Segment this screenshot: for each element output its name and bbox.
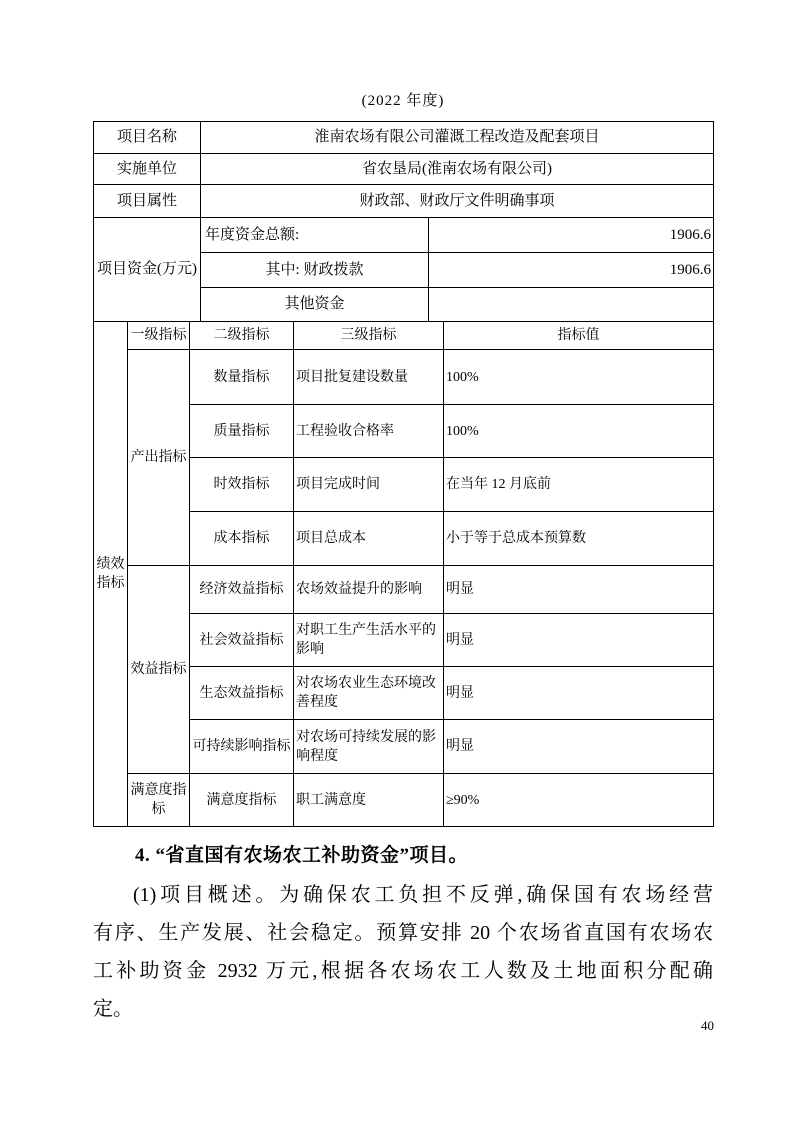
funding-fiscal-value: 1906.6 — [429, 253, 714, 288]
value-cell: ≥90% — [444, 774, 714, 827]
value-cell: 明显 — [444, 566, 714, 614]
header-value: 指标值 — [444, 322, 714, 350]
level3-cell: 农场效益提升的影响 — [294, 566, 444, 614]
paragraph-line: 工补助资金 2932 万元,根据各农场农工人数及土地面积分配确 — [93, 960, 713, 982]
level3-cell: 工程验收合格率 — [294, 405, 444, 458]
project-attribute-row — [94, 185, 714, 218]
project-name-value: 淮南农场有限公司灌溉工程改造及配套项目 — [201, 122, 714, 154]
value-cell: 明显 — [444, 667, 714, 720]
performance-indicator-table — [93, 321, 714, 827]
indicator-row-quantity — [94, 350, 714, 405]
header-level1: 一级指标 — [128, 322, 190, 350]
paragraph-line: (1)项目概述。为确保农工负担不反弹,确保国有农场经营 — [133, 884, 713, 906]
project-name-label: 项目名称 — [94, 122, 201, 154]
page-content — [93, 0, 713, 1028]
funding-other-value — [429, 288, 714, 322]
header-level2: 二级指标 — [190, 322, 294, 350]
level1-benefit: 效益指标 — [128, 566, 190, 774]
level3-cell: 对农场可持续发展的影响程度 — [294, 720, 444, 774]
funding-total-label: 年度资金总额: — [201, 218, 429, 253]
level2-cell: 成本指标 — [190, 512, 294, 566]
value-cell: 在当年 12 月底前 — [444, 458, 714, 512]
doc-year-subtitle: (2022 年度) — [361, 93, 445, 109]
value-cell: 100% — [444, 350, 714, 405]
project-attribute-label: 项目属性 — [94, 185, 201, 218]
project-info-table — [93, 121, 714, 322]
indicator-header-row — [94, 322, 714, 350]
level3-cell: 项目总成本 — [294, 512, 444, 566]
funding-other-label: 其他资金 — [201, 288, 429, 322]
level3-cell: 对职工生产生活水平的影响 — [294, 614, 444, 667]
implementing-unit-label: 实施单位 — [94, 154, 201, 185]
funding-group-label: 项目资金(万元) — [94, 218, 201, 322]
indicator-row-satisfaction — [94, 774, 714, 827]
level2-cell: 可持续影响指标 — [190, 720, 294, 774]
project-name-row — [94, 122, 714, 154]
paragraph-line: 定。 — [93, 998, 133, 1020]
level1-satisfaction: 满意度指标 — [128, 774, 190, 827]
level2-cell: 社会效益指标 — [190, 614, 294, 667]
value-cell: 明显 — [444, 720, 714, 774]
funding-total-row — [94, 218, 714, 253]
implementing-unit-row — [94, 154, 714, 185]
level3-cell: 对农场农业生态环境改善程度 — [294, 667, 444, 720]
funding-total-value: 1906.6 — [429, 218, 714, 253]
paragraph-line: 有序、生产发展、社会稳定。预算安排 20 个农场省直国有农场农 — [93, 922, 713, 944]
level2-cell: 满意度指标 — [190, 774, 294, 827]
funding-fiscal-label: 其中: 财政拨款 — [201, 253, 429, 288]
value-cell: 明显 — [444, 614, 714, 667]
project-attribute-value: 财政部、财政厅文件明确事项 — [201, 185, 714, 218]
implementing-unit-value: 省农垦局(淮南农场有限公司) — [201, 154, 714, 185]
level3-cell: 职工满意度 — [294, 774, 444, 827]
section-paragraph — [93, 876, 713, 1028]
section-heading: 4. “省直国有农场农工补助资金”项目。 — [135, 845, 469, 866]
indicator-row-economic — [94, 566, 714, 614]
level2-cell: 数量指标 — [190, 350, 294, 405]
value-cell: 小于等于总成本预算数 — [444, 512, 714, 566]
level2-cell: 生态效益指标 — [190, 667, 294, 720]
value-cell: 100% — [444, 405, 714, 458]
level3-cell: 项目批复建设数量 — [294, 350, 444, 405]
header-level3: 三级指标 — [294, 322, 444, 350]
level1-output: 产出指标 — [128, 350, 190, 566]
level2-cell: 质量指标 — [190, 405, 294, 458]
indicator-side-label: 绩效指标 — [94, 322, 128, 827]
level3-cell: 项目完成时间 — [294, 458, 444, 512]
level2-cell: 经济效益指标 — [190, 566, 294, 614]
level2-cell: 时效指标 — [190, 458, 294, 512]
page-number: 40 — [701, 1018, 714, 1033]
